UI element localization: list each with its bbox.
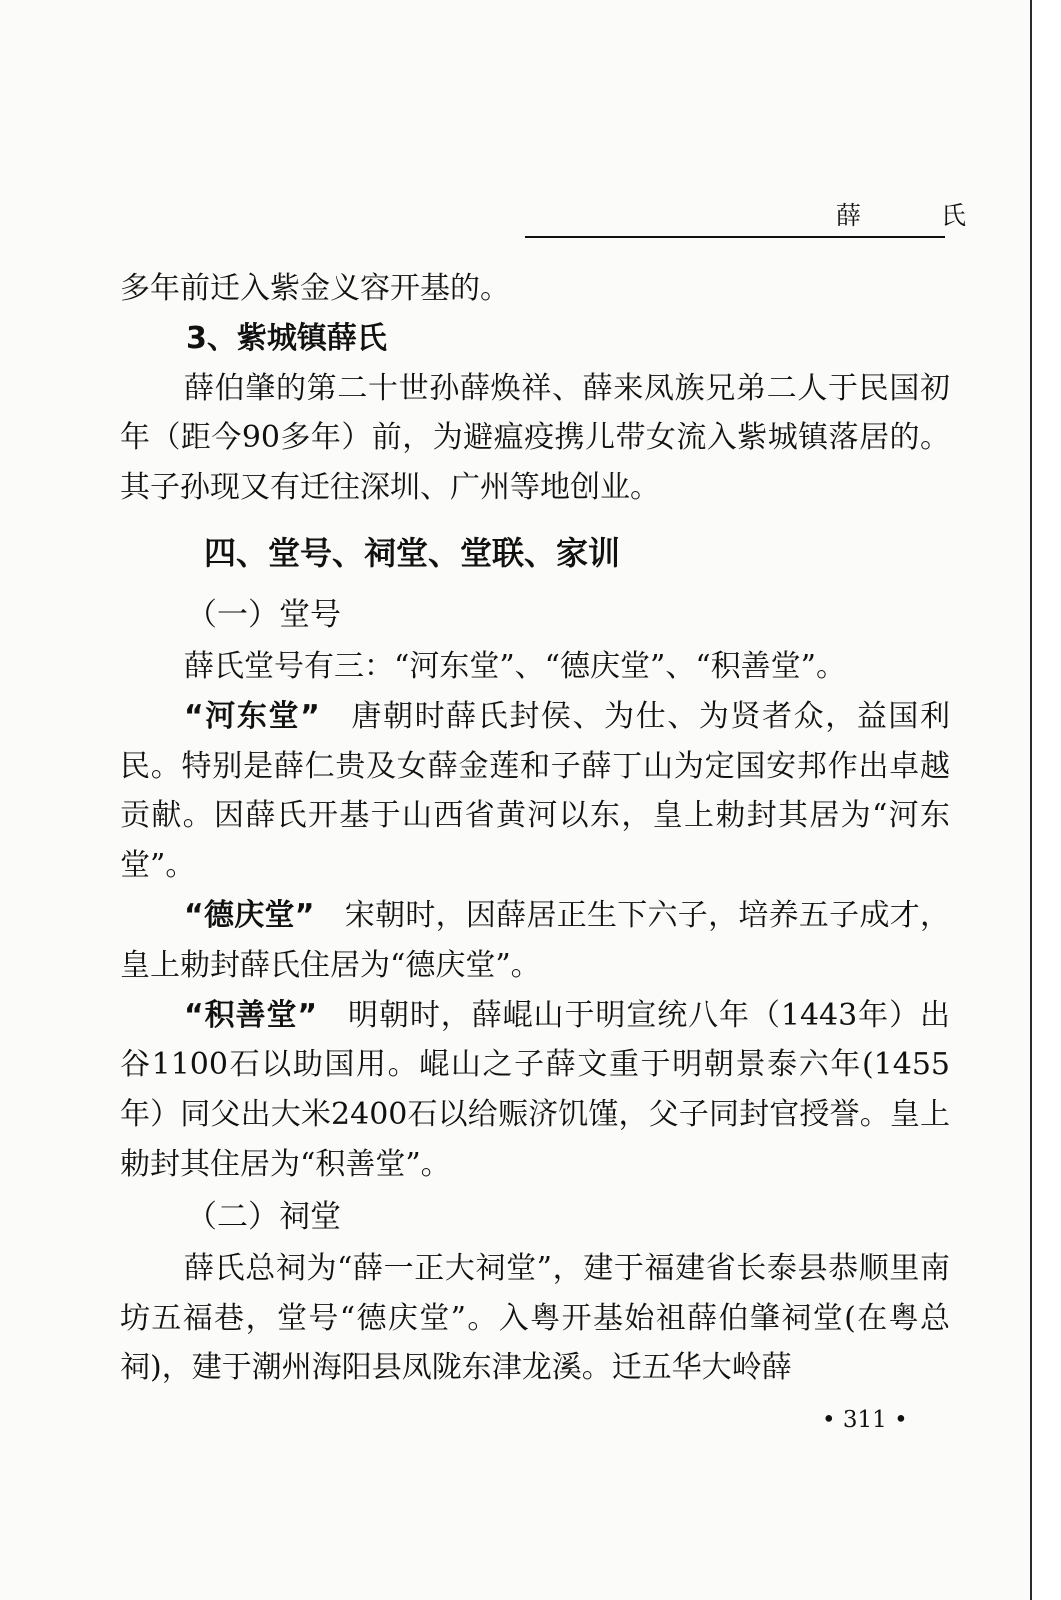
header-rule <box>525 236 945 238</box>
text-deqing: 宋朝时，因薛居正生下六子，培养五子成才，皇上勅封薛氏住居为“德庆堂”。 <box>120 897 950 983</box>
paragraph-deqing <box>120 891 950 991</box>
term-deqing: “德庆堂” <box>184 897 315 933</box>
paragraph-hall-names: 薛氏堂号有三：“河东堂”、“德庆堂”、“积善堂”。 <box>184 648 847 684</box>
section-4-heading: 四、堂号、祠堂、堂联、家训 <box>204 533 621 572</box>
hall-names-heading: （一）堂号 <box>186 596 341 633</box>
paragraph-ancestral-hall: 薛氏总祠为“薛一正大祠堂”，建于福建省长泰县恭顺里南坊五福巷，堂号“德庆堂”。入粤开基始祖薛伯肇祠堂(在粤总祠)，建于潮州海阳县凤陇东津龙溪。迁五华大岭薛 <box>120 1250 950 1386</box>
subsection-3-title: 3、紫城镇薛氏 <box>186 320 387 356</box>
running-header-title: 薛 氏 <box>836 201 1002 230</box>
page-edge <box>1030 0 1061 1600</box>
subsection-3-heading <box>120 314 950 364</box>
paragraph-hedong <box>120 692 950 891</box>
term-hedong: “河东堂” <box>184 698 320 734</box>
text-hedong: 唐朝时薛氏封侯、为仕、为贤者众，益国利民。特别是薛仁贵及女薛金莲和子薛丁山为定国安邦作出卓越贡献。因薛氏开基于山西省黄河以东，皇上勅封其居为“河东堂”。 <box>120 698 951 884</box>
term-jishan: “积善堂” <box>184 997 318 1033</box>
paragraph-zicheng: 薛伯肇的第二十世孙薛焕祥、薛来凤族兄弟二人于民国初年（距今90多年）前，为避瘟疫携儿带女流入紫城镇落居的。其子孙现又有迁往深圳、广州等地创业。 <box>120 370 950 506</box>
paragraph-jishan <box>120 991 950 1190</box>
page-number: • 311 • <box>822 1407 908 1433</box>
text-jishan: 明朝时，薛崐山于明宣统八年（1443年）出谷1100石以助国用。崐山之子薛文重于明朝景泰六年(1455年）同父出大米2400石以给赈济饥馑，父子同封官授誉。皇上勅封其住居为“积善堂”。 <box>120 997 950 1182</box>
body-text <box>120 264 950 1393</box>
ancestral-hall-heading: （二）祠堂 <box>186 1198 341 1235</box>
paragraph-continued: 多年前迁入紫金义容开基的。 <box>120 271 510 306</box>
